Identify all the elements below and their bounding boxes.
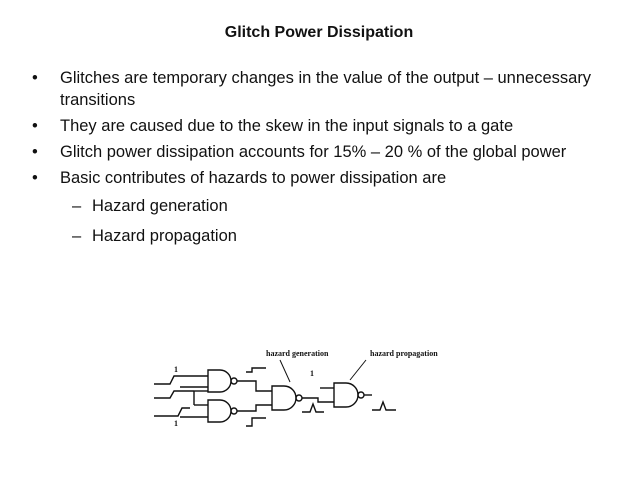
slide-title: Glitch Power Dissipation <box>224 24 414 41</box>
hazard-propagation-label: hazard propagation <box>370 349 438 358</box>
inverter-bubble <box>358 392 364 398</box>
propagated-glitch-waveform <box>372 402 396 410</box>
nand-gate-top <box>208 370 231 392</box>
sub-bullet-item <box>28 225 618 247</box>
bullet-item <box>28 141 618 163</box>
nand-gate-right <box>334 383 358 407</box>
and-gate-middle <box>272 386 296 410</box>
input-waveform <box>154 408 190 416</box>
sub-bullet-item <box>28 195 618 217</box>
input-label: 1 <box>310 369 314 378</box>
input-waveform <box>154 376 190 384</box>
output-waveform <box>246 418 266 426</box>
bullet-list <box>28 67 618 255</box>
inverter-bubble <box>231 378 237 384</box>
bullet-item <box>28 167 618 189</box>
input-label: 1 <box>174 365 178 374</box>
inverter-bubble <box>231 408 237 414</box>
bullet-text: They are caused due to the skew in the input signals to a gate <box>60 117 514 135</box>
glitch-waveform <box>302 404 324 412</box>
sub-bullet-text: Hazard generation <box>92 197 228 215</box>
hazard-generation-label: hazard generation <box>266 349 329 358</box>
bullet-dot: • <box>32 169 38 187</box>
circuit-diagram <box>150 346 470 436</box>
bullet-item <box>28 115 618 137</box>
output-waveform <box>246 368 266 372</box>
bullet-text: Basic contributes of hazards to power dissipation are <box>60 169 447 187</box>
bullet-dot: • <box>32 143 38 161</box>
sub-bullet-text: Hazard propagation <box>92 227 237 245</box>
nand-gate-bottom <box>208 400 231 422</box>
bullet-text: Glitch power dissipation accounts for 15% – 20 % of the global power <box>60 143 567 161</box>
bullet-text: Glitches are temporary changes in the value of the output – unnecessary transitions <box>60 69 592 109</box>
bullet-dot: • <box>32 117 38 135</box>
input-waveform <box>154 391 194 398</box>
bullet-item <box>28 67 618 111</box>
sub-bullet-dash: – <box>72 197 82 215</box>
inverter-bubble <box>296 395 302 401</box>
glitch-circuit-figure <box>150 346 470 441</box>
input-label: 1 <box>174 419 178 428</box>
sub-bullet-dash: – <box>72 227 82 245</box>
bullet-dot: • <box>32 69 38 87</box>
